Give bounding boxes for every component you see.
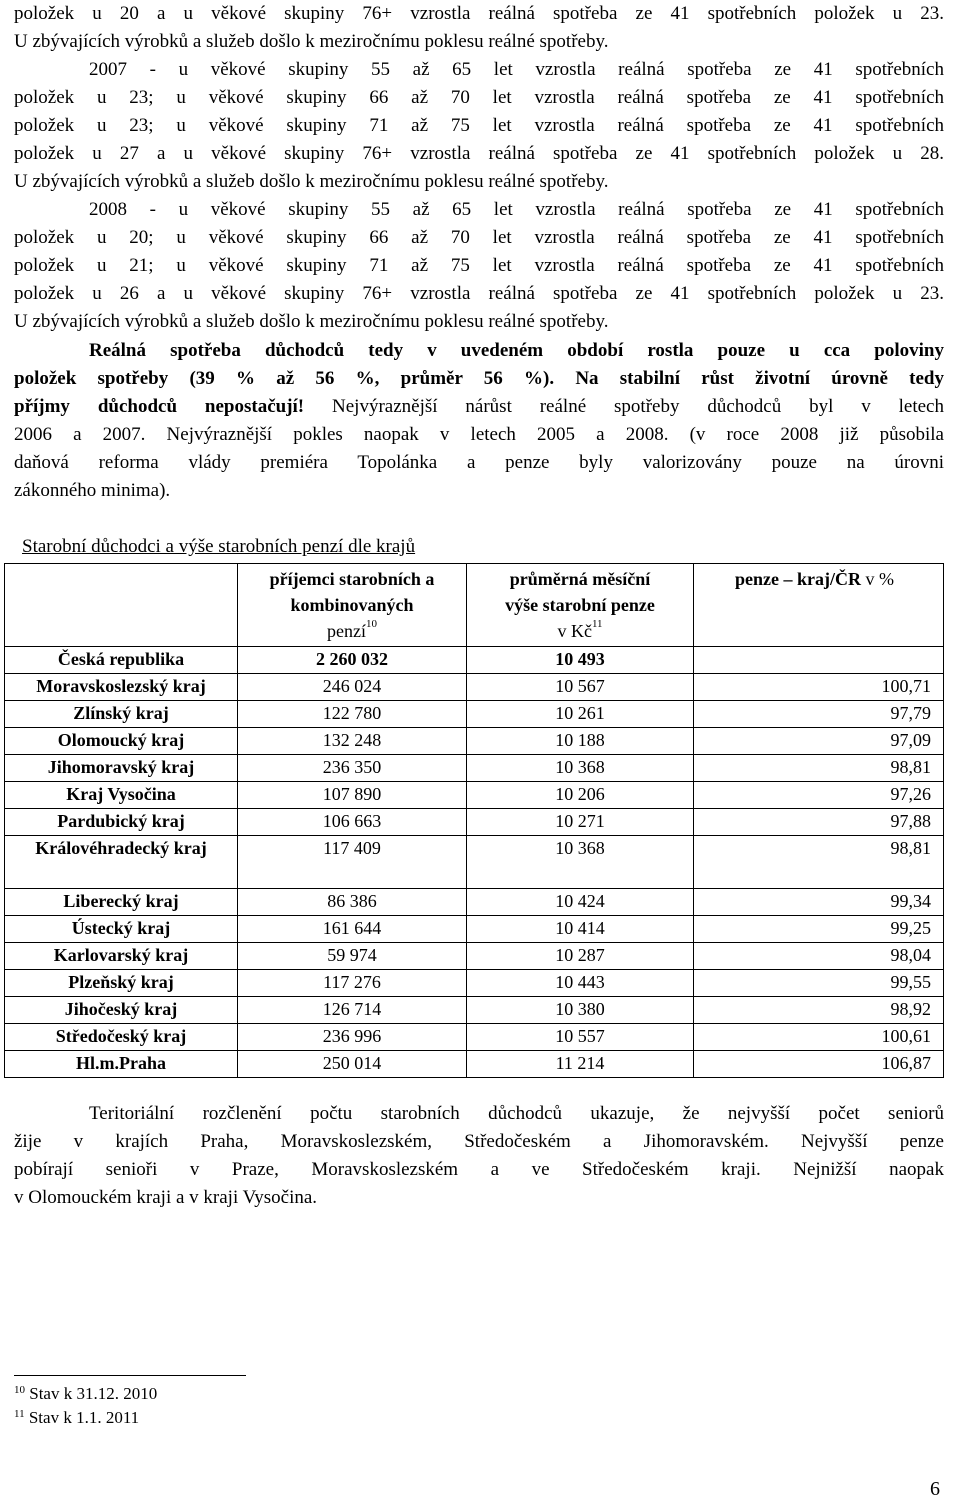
avg-pension-cell: 10 443: [467, 970, 694, 997]
pct-cell: 97,26: [694, 782, 944, 809]
pct-cell: 99,34: [694, 889, 944, 916]
recipients-cell: 236 350: [238, 755, 467, 782]
text-line: žije v krajích Praha, Moravskoslezském, Středočeském a Jihomoravském. Nejvyšší penze: [14, 1131, 944, 1152]
table-row: [5, 970, 944, 997]
text-line: 2008 - u věkové skupiny 55 až 65 let vzrostla reálná spotřeba ze 41 spotřebních: [89, 199, 944, 220]
table-row: [5, 1024, 944, 1051]
recipients-cell: 106 663: [238, 809, 467, 836]
text-line: v Olomouckém kraji a v kraji Vysočina.: [14, 1187, 318, 1208]
table-row: [5, 1051, 944, 1078]
pct-cell: 98,04: [694, 943, 944, 970]
text-line: položek u 20 a u věkové skupiny 76+ vzrostla reálná spotřeba ze 41 spotřebních položek u 23.: [14, 3, 944, 24]
pct-cell: 99,25: [694, 916, 944, 943]
footnote-divider: [14, 1375, 246, 1376]
region-cell: Plzeňský kraj: [5, 970, 238, 997]
region-cell: Ústecký kraj: [5, 916, 238, 943]
pct-cell: 106,87: [694, 1051, 944, 1078]
text-line: U zbývajících výrobků a služeb došlo k meziročnímu poklesu reálné spotřeby.: [14, 171, 609, 192]
avg-pension-cell: 11 214: [467, 1051, 694, 1078]
footnote-number: 11: [14, 1408, 25, 1420]
recipients-cell: 246 024: [238, 674, 467, 701]
text-line: Teritoriální rozčlenění počtu starobních důchodců ukazuje, že nejvyšší počet seniorů: [89, 1103, 944, 1124]
header-pct: [694, 564, 944, 647]
table-title: Starobní důchodci a výše starobních penzí dle krajů: [22, 536, 416, 557]
header-text: penzí: [327, 621, 366, 641]
bold-text: Reálná spotřeba důchodců tedy v uvedeném období rostla pouze u cca poloviny: [89, 340, 944, 361]
avg-pension-cell: 10 206: [467, 782, 694, 809]
region-cell: Zlínský kraj: [5, 701, 238, 728]
bold-text: položek spotřeby (39 % až 56 %, průměr 56 %).: [14, 368, 555, 389]
region-cell: Jihomoravský kraj: [5, 755, 238, 782]
pct-cell: 98,81: [694, 755, 944, 782]
page-number: 6: [930, 1478, 940, 1500]
region-cell: Karlovarský kraj: [5, 943, 238, 970]
avg-pension-cell: 10 567: [467, 674, 694, 701]
table-row: [5, 997, 944, 1024]
text-line: položek u 21; u věkové skupiny 71 až 75 let vzrostla reálná spotřeba ze 41 spotřebních: [14, 255, 944, 276]
text-line: U zbývajících výrobků a služeb došlo k meziročnímu poklesu reálné spotřeby.: [14, 31, 609, 52]
recipients-cell: 250 014: [238, 1051, 467, 1078]
region-cell: Liberecký kraj: [5, 889, 238, 916]
avg-pension-cell: 10 368: [467, 836, 694, 889]
recipients-cell: 161 644: [238, 916, 467, 943]
recipients-cell: 126 714: [238, 997, 467, 1024]
footnote-ref: 10: [365, 618, 377, 630]
table-row: [5, 889, 944, 916]
footnote-text: Stav k 31.12. 2010: [29, 1384, 158, 1403]
bold-text: příjmy důchodců nepostačují!: [14, 396, 305, 417]
text-line: položek u 20; u věkové skupiny 66 až 70 let vzrostla reálná spotřeba ze 41 spotřebních: [14, 227, 944, 248]
footnote-number: 10: [14, 1384, 25, 1396]
region-cell: Česká republika: [5, 647, 238, 674]
header-text: v Kč: [557, 621, 592, 641]
avg-pension-cell: 10 414: [467, 916, 694, 943]
footnote-text: Stav k 1.1. 2011: [28, 1408, 140, 1427]
pct-cell: 100,61: [694, 1024, 944, 1051]
text-line: [14, 393, 944, 421]
footnote-ref: 11: [591, 618, 603, 630]
region-cell: Pardubický kraj: [5, 809, 238, 836]
table-row: [5, 701, 944, 728]
avg-pension-cell: 10 287: [467, 943, 694, 970]
avg-pension-cell: 10 557: [467, 1024, 694, 1051]
avg-pension-cell: 10 493: [467, 647, 694, 674]
recipients-cell: 2 260 032: [238, 647, 467, 674]
avg-pension-cell: 10 380: [467, 997, 694, 1024]
region-cell: Hl.m.Praha: [5, 1051, 238, 1078]
header-recipients: [238, 564, 467, 647]
recipients-cell: 117 409: [238, 836, 467, 889]
pct-cell: 98,92: [694, 997, 944, 1024]
table-row: [5, 728, 944, 755]
region-cell: Kraj Vysočina: [5, 782, 238, 809]
table-row: [5, 943, 944, 970]
text-line: [14, 365, 944, 393]
text-block-2: [14, 1100, 944, 1212]
recipients-cell: 122 780: [238, 701, 467, 728]
header-text: příjemci starobních a: [269, 569, 435, 589]
header-text: výše starobní penze: [505, 595, 655, 615]
avg-pension-cell: 10 261: [467, 701, 694, 728]
text-line: 2006 a 2007. Nejvýraznější pokles naopak v letech 2005 a 2008. (v roce 2008 již působila: [14, 424, 944, 445]
avg-pension-cell: 10 368: [467, 755, 694, 782]
text-line: pobírají senioři v Praze, Moravskoslezském a ve Středočeském kraji. Nejnižší naopak: [14, 1159, 944, 1180]
text-line: [14, 337, 944, 365]
table-header-row: [5, 564, 944, 647]
footnote: [14, 1384, 157, 1404]
normal-text: Nejvýraznější nárůst reálné spotřeby důchodců byl v letech: [332, 396, 944, 417]
header-text: průměrná měsíční: [509, 569, 651, 589]
recipients-cell: 132 248: [238, 728, 467, 755]
avg-pension-cell: 10 188: [467, 728, 694, 755]
header-avg-pension: [467, 564, 694, 647]
pension-table: [4, 563, 944, 1078]
region-cell: Královéhradecký kraj: [5, 836, 238, 889]
text-line: položek u 23; u věkové skupiny 71 až 75 let vzrostla reálná spotřeba ze 41 spotřebních: [14, 115, 944, 136]
header-text: kombinovaných: [290, 595, 414, 615]
table-row: [5, 755, 944, 782]
bold-text: Na stabilní růst životní úrovně tedy: [575, 368, 944, 389]
pct-cell: 97,09: [694, 728, 944, 755]
region-cell: Jihočeský kraj: [5, 997, 238, 1024]
table-row: [5, 647, 944, 674]
header-text: penze – kraj/ČR: [735, 569, 861, 589]
pct-cell: 97,88: [694, 809, 944, 836]
pct-cell: [694, 647, 944, 674]
recipients-cell: 107 890: [238, 782, 467, 809]
header-text: v %: [865, 569, 894, 589]
recipients-cell: 86 386: [238, 889, 467, 916]
text-block-1: [14, 0, 944, 336]
text-line: daňová reforma vlády premiéra Topolánka a penze byly valorizovány pouze na úrovni: [14, 452, 944, 473]
table-row: [5, 782, 944, 809]
pct-cell: 98,81: [694, 836, 944, 889]
text-line: položek u 26 a u věkové skupiny 76+ vzrostla reálná spotřeba ze 41 spotřebních položek u 23.: [14, 283, 944, 304]
text-line: U zbývajících výrobků a služeb došlo k meziročnímu poklesu reálné spotřeby.: [14, 311, 609, 332]
recipients-cell: 59 974: [238, 943, 467, 970]
avg-pension-cell: 10 424: [467, 889, 694, 916]
region-cell: Moravskoslezský kraj: [5, 674, 238, 701]
pct-cell: 97,79: [694, 701, 944, 728]
table-row: [5, 809, 944, 836]
recipients-cell: 236 996: [238, 1024, 467, 1051]
table-row: [5, 916, 944, 943]
table-row: [5, 674, 944, 701]
recipients-cell: 117 276: [238, 970, 467, 997]
pct-cell: 99,55: [694, 970, 944, 997]
pct-cell: 100,71: [694, 674, 944, 701]
text-line: položek u 23; u věkové skupiny 66 až 70 let vzrostla reálná spotřeba ze 41 spotřebních: [14, 87, 944, 108]
text-line: položek u 27 a u věkové skupiny 76+ vzrostla reálná spotřeba ze 41 spotřebních položek u 28.: [14, 143, 944, 164]
header-empty: [5, 564, 238, 647]
avg-pension-cell: 10 271: [467, 809, 694, 836]
text-line: 2007 - u věkové skupiny 55 až 65 let vzrostla reálná spotřeba ze 41 spotřebních: [89, 59, 944, 80]
region-cell: Olomoucký kraj: [5, 728, 238, 755]
table-row: [5, 836, 944, 889]
table-body: [5, 647, 944, 1078]
text-line: zákonného minima).: [14, 480, 171, 501]
summary-paragraph: [14, 337, 944, 505]
footnote: [14, 1408, 139, 1428]
region-cell: Středočeský kraj: [5, 1024, 238, 1051]
